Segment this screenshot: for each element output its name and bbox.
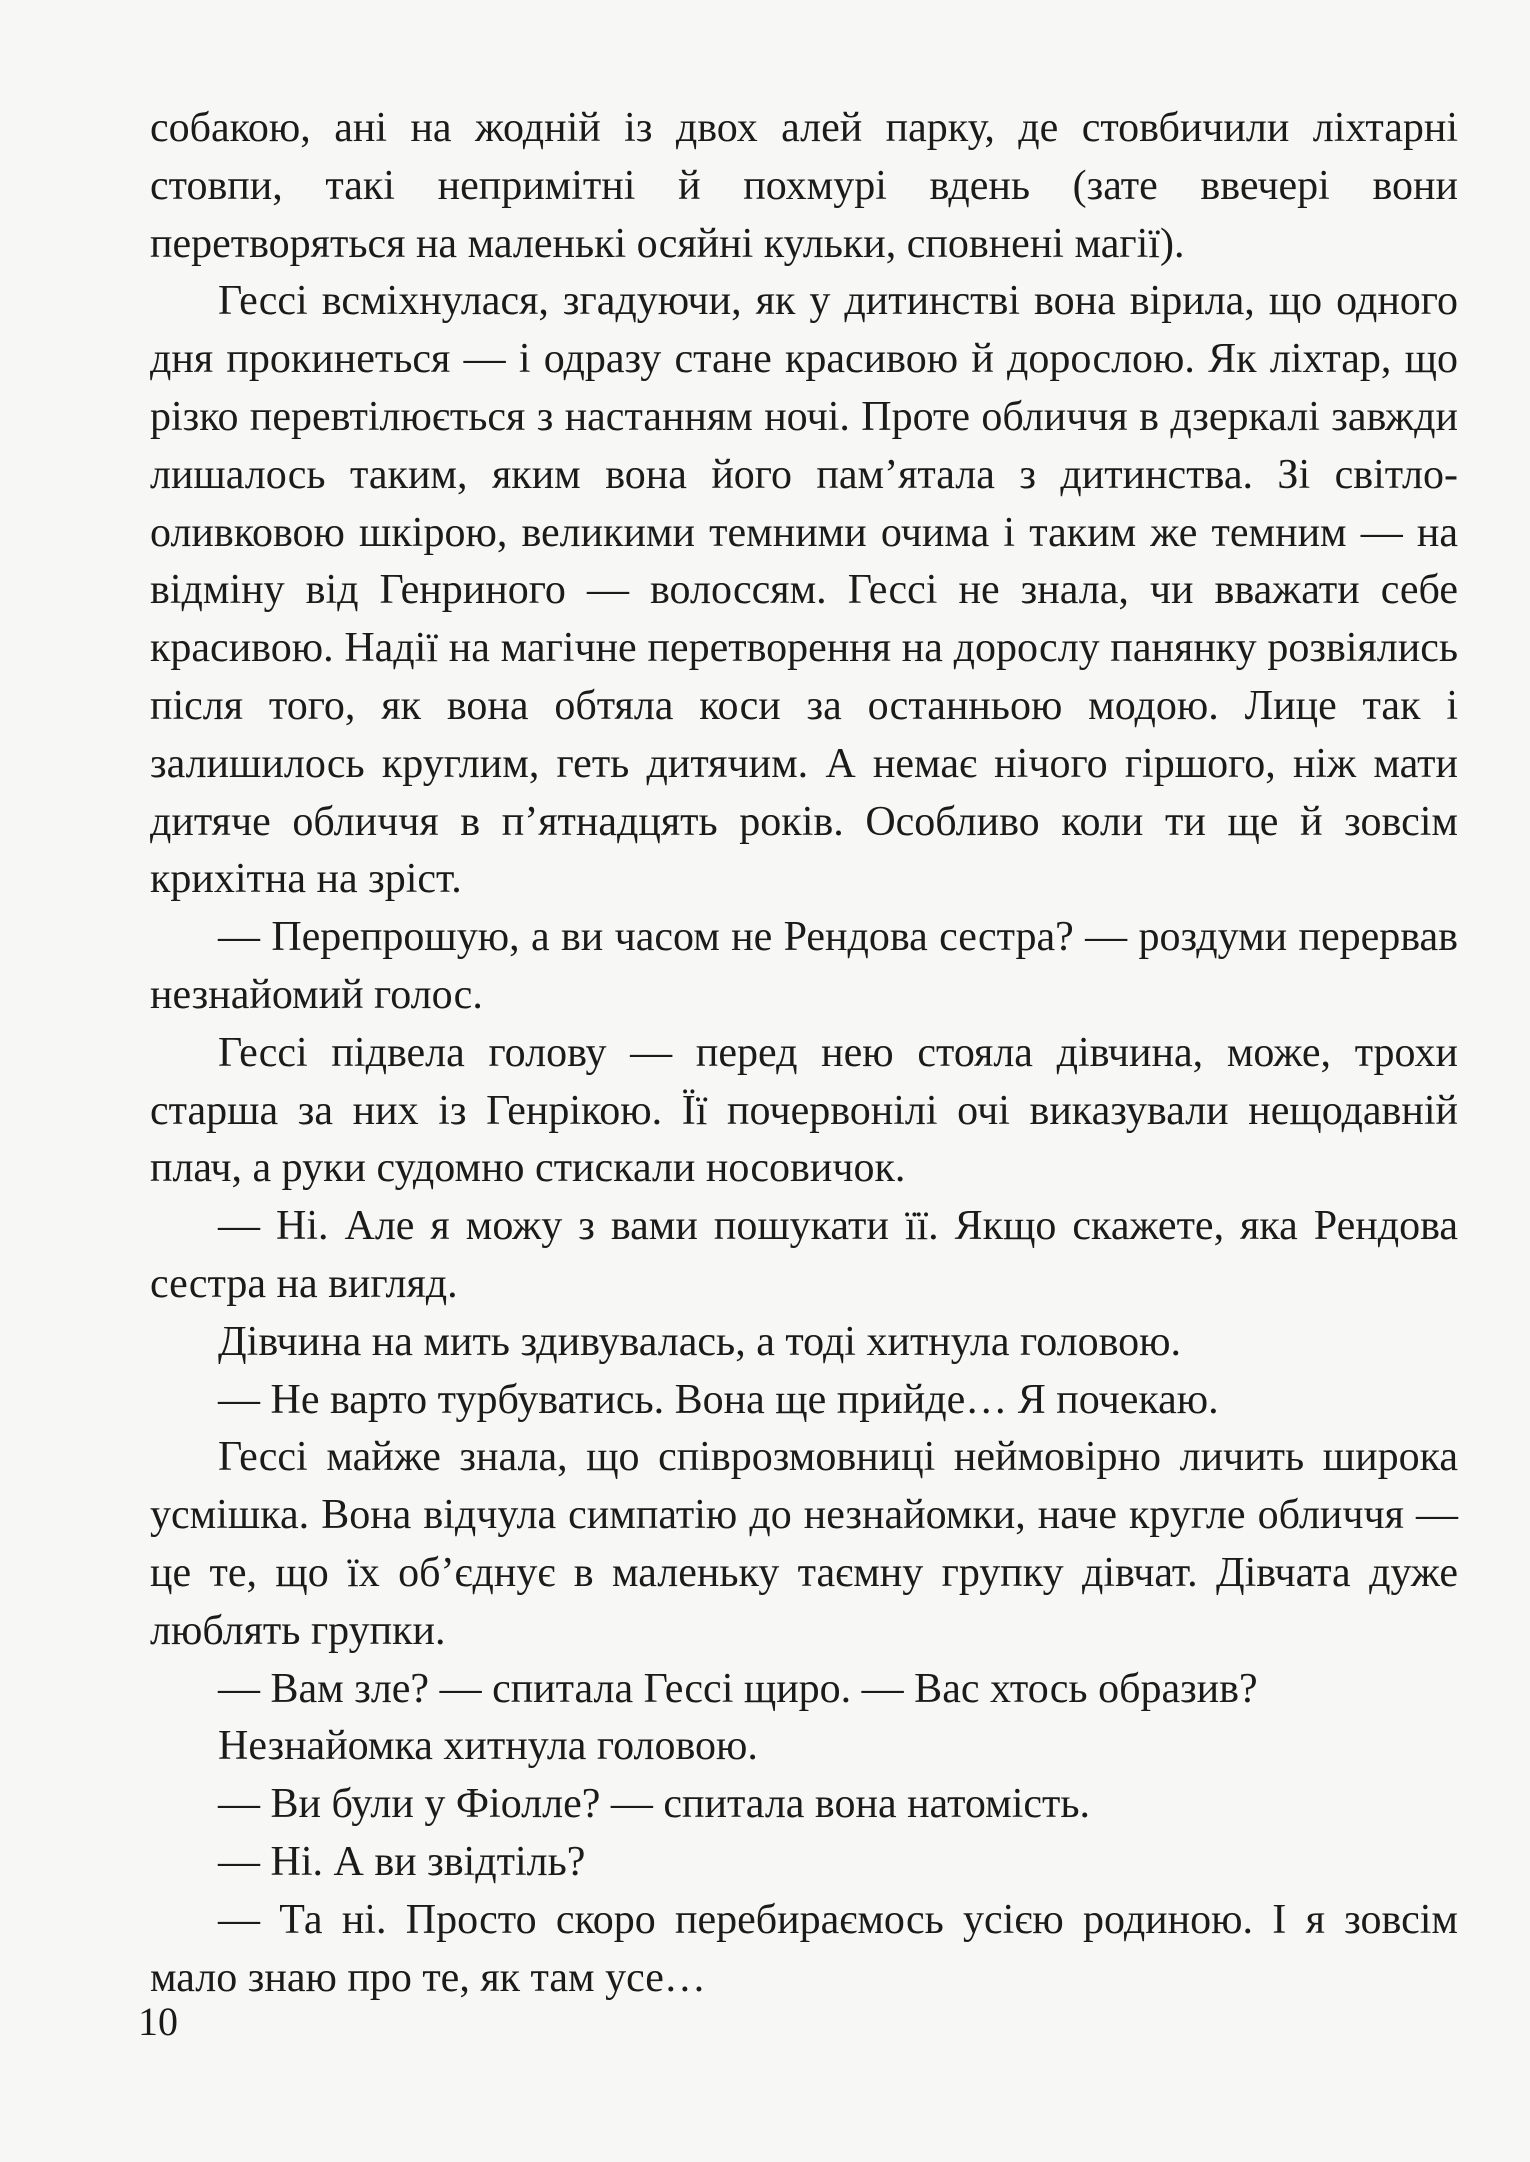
paragraph-8: Гессі майже знала, що співрозмовниці неймовірно личить широка усмішка. Вона відчула симпатію до незнайомки, наче кругле обличчя — це те, що їх об’єднує в маленьку таємну групку дівчат. Дівчата дуже люблять групки. bbox=[150, 1434, 1458, 1654]
paragraph-6: Дівчина на мить здивувалась, а тоді хитнула головою. bbox=[218, 1318, 1182, 1365]
paragraph-3: — Перепрошую, а ви часом не Рендова сестра? — роздуми перервав незнайомий голос. bbox=[150, 914, 1458, 1018]
paragraph-1: собакою, ані на жодній із двох алей парку, де стовбичили ліхтарні стовпи, такі непримітні й похмурі вдень (зате ввечері вони перетворяться на маленькі осяйні кульки, сповнені магії). bbox=[150, 105, 1458, 267]
paragraph-13: — Та ні. Просто скоро перебираємось усією родиною. І я зовсім мало знаю про те, як там усе… bbox=[150, 1896, 1458, 2001]
page-number: 10 bbox=[138, 1999, 178, 2044]
paragraph-4: Гессі підвела голову — перед нею стояла дівчина, може, трохи старша за них із Генрікою. Її почервонілі очі виказували нещодавній плач, а руки судомно стискали носовичок. bbox=[150, 1029, 1458, 1192]
page-body bbox=[150, 100, 1458, 2007]
paragraph-5: — Ні. Але я можу з вами пошукати її. Якщо скажете, яка Рендова сестра на вигляд. bbox=[150, 1203, 1458, 1307]
paragraph-10: Незнайомка хитнула головою. bbox=[218, 1723, 758, 1770]
paragraph-9: — Вам зле? — спитала Гессі щиро. — Вас хтось образив? bbox=[218, 1665, 1258, 1712]
paragraph-11: — Ви були у Фіолле? — спитала вона натомість. bbox=[218, 1781, 1091, 1828]
paragraph-2: Гессі всміхнулася, згадуючи, як у дитинстві вона вірила, що одного дня прокинеться — і одразу стане красивою й дорослою. Як ліхтар, що різко перевтілюється з настанням ночі. Проте обличчя в дзеркалі завжди лишалось таким, яким вона його пам’ятала з дитинства. Зі світло-оливковою шкірою, великими темними очима і таким же темним — на відміну від Генриного — волоссям. Гессі не знала, чи вважати себе красивою. Надії на магічне перетворення на дорослу панянку розвіялись після того, як вона обтяла коси за останньою модою. Лице так і залишилось круглим, геть дитячим. А немає нічого гіршого, ніж мати дитяче обличчя в п’ятнадцять років. Особливо коли ти ще й зовсім крихітна на зріст. bbox=[150, 278, 1458, 903]
paragraph-7: — Не варто турбуватись. Вона ще прийде… Я почекаю. bbox=[218, 1376, 1219, 1423]
paragraph-12: — Ні. А ви звідтіль? bbox=[218, 1838, 586, 1885]
